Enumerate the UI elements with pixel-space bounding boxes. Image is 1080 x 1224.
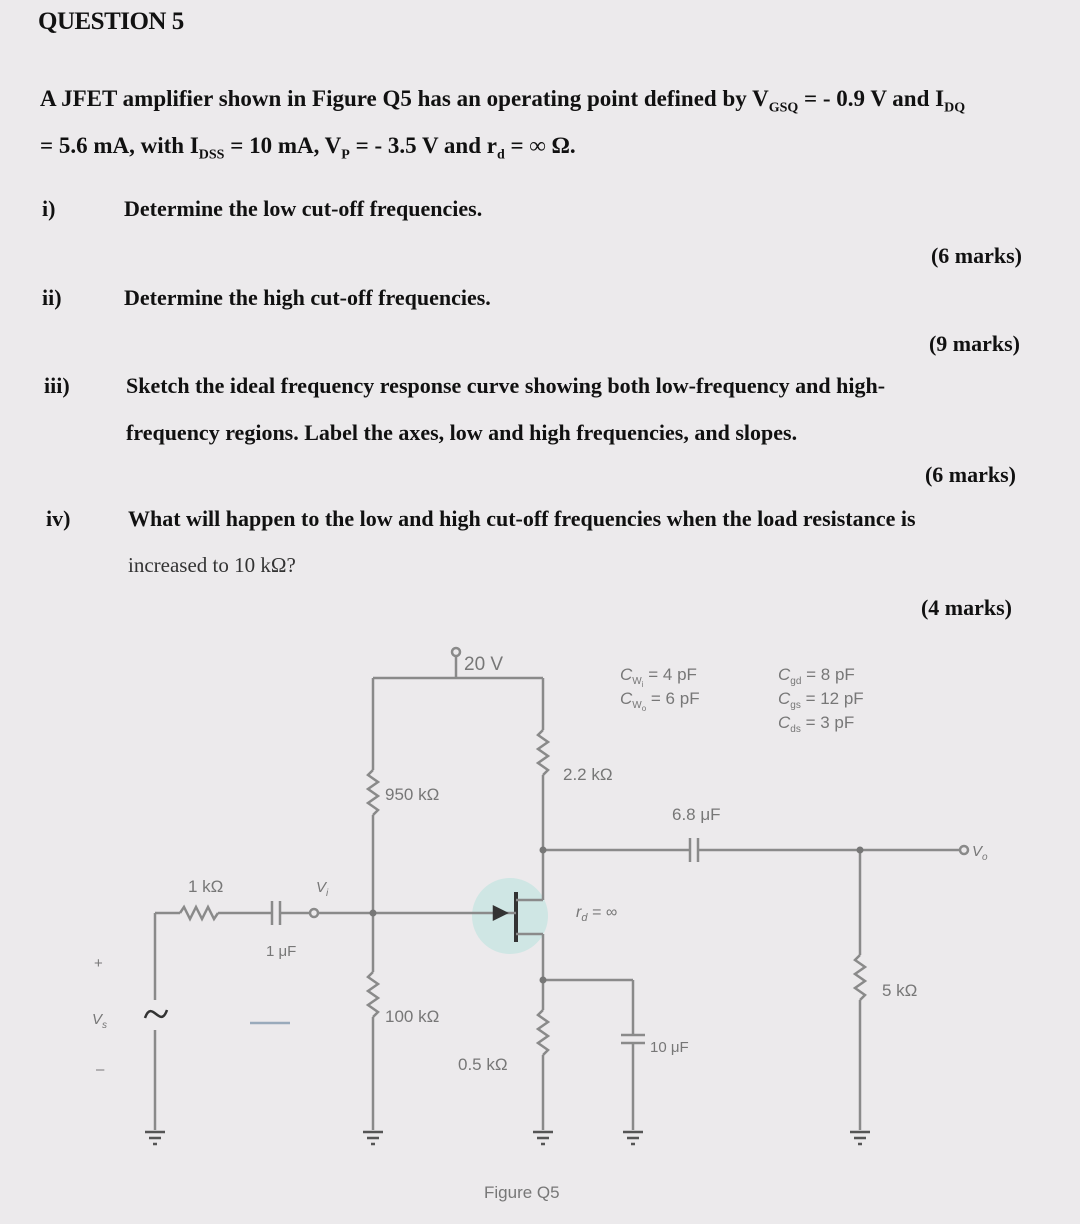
- question-text-4a: What will happen to the low and high cut-off frequencies when the load resistance is: [128, 506, 916, 531]
- cgd-label: $C_{gd} = 8$ pF: [778, 665, 855, 687]
- rg1-resistor: [368, 770, 378, 815]
- rl-resistor: [855, 955, 865, 1000]
- jfet-highlight: [472, 878, 548, 954]
- question-number-4: iv): [46, 506, 71, 531]
- rsig-label: 1 kΩ: [188, 877, 224, 896]
- cwo-label: $C_Wo = 6$ pF: [620, 689, 700, 713]
- intro-line-1: A JFET amplifier shown in Figure Q5 has an operating point defined by $V_{GSQ}$ = - 0.9 V and $I_{DQ}$: [40, 86, 966, 116]
- figure-caption: Figure Q5: [484, 1183, 560, 1202]
- question-number-2: ii): [42, 285, 62, 310]
- question-number-3: iii): [44, 373, 70, 398]
- rs-label: 0.5 kΩ: [458, 1055, 508, 1074]
- source-minus-label: –: [96, 1061, 105, 1078]
- question-marks-2: (9 marks): [928, 331, 1020, 356]
- ground-symbols: [145, 1132, 870, 1144]
- cin-label: 1 μF: [266, 943, 297, 960]
- rd-resistor: [538, 730, 548, 775]
- question-text-3b: frequency regions. Label the axes, low and high frequencies, and slopes.: [126, 420, 798, 445]
- rl-label: 5 kΩ: [882, 981, 918, 1000]
- rd-label: 2.2 kΩ: [563, 765, 613, 784]
- question-heading: QUESTION 5: [38, 8, 184, 35]
- cs-label: 10 μF: [650, 1039, 689, 1056]
- question-text-2: Determine the high cut-off frequencies.: [124, 285, 491, 310]
- question-marks-3: (6 marks): [924, 462, 1016, 487]
- intro-line-2: = 5.6 mA, with $I_{DSS} = 10$ mA, $V_P$ = - 3.5 V and $r_d$ = ∞ Ω.: [40, 133, 576, 163]
- source-plus-label: +: [94, 955, 103, 972]
- ac-source-symbol: [145, 1010, 167, 1018]
- rg1-label: 950 kΩ: [385, 785, 440, 804]
- rg2-label: 100 kΩ: [385, 1007, 440, 1026]
- cgs-label: $C_{gs} = 12$ pF: [778, 689, 864, 711]
- rsig-resistor: [180, 907, 218, 919]
- rd-param-label: $r_d$ = ∞: [576, 904, 618, 924]
- question-marks-1: (6 marks): [930, 243, 1022, 268]
- vi-label: $V_i$: [316, 879, 329, 899]
- vo-terminal: [960, 846, 968, 854]
- cwi-label: $C_Wi = 4$ pF: [620, 665, 697, 689]
- supply-label: 20 V: [464, 654, 504, 675]
- question-marks-4: (4 marks): [920, 595, 1012, 620]
- vi-terminal: [310, 909, 318, 917]
- question-text-3a: Sketch the ideal frequency response curve showing both low-frequency and high-: [126, 373, 886, 398]
- cout-label: 6.8 μF: [672, 805, 721, 824]
- question-number-1: i): [42, 196, 56, 221]
- rg2-resistor: [368, 972, 378, 1017]
- question-text-1: Determine the low cut-off frequencies.: [124, 196, 483, 221]
- cds-label: $C_{ds} = 3$ pF: [778, 713, 855, 735]
- rs-resistor: [538, 1010, 548, 1055]
- supply-terminal: [452, 648, 460, 656]
- question-text-4b: increased to 10 kΩ?: [128, 553, 296, 577]
- vs-label: $V_s$: [92, 1011, 108, 1031]
- vo-label: $V_o$: [972, 843, 988, 863]
- figure-q5-circuit: [0, 630, 1080, 1224]
